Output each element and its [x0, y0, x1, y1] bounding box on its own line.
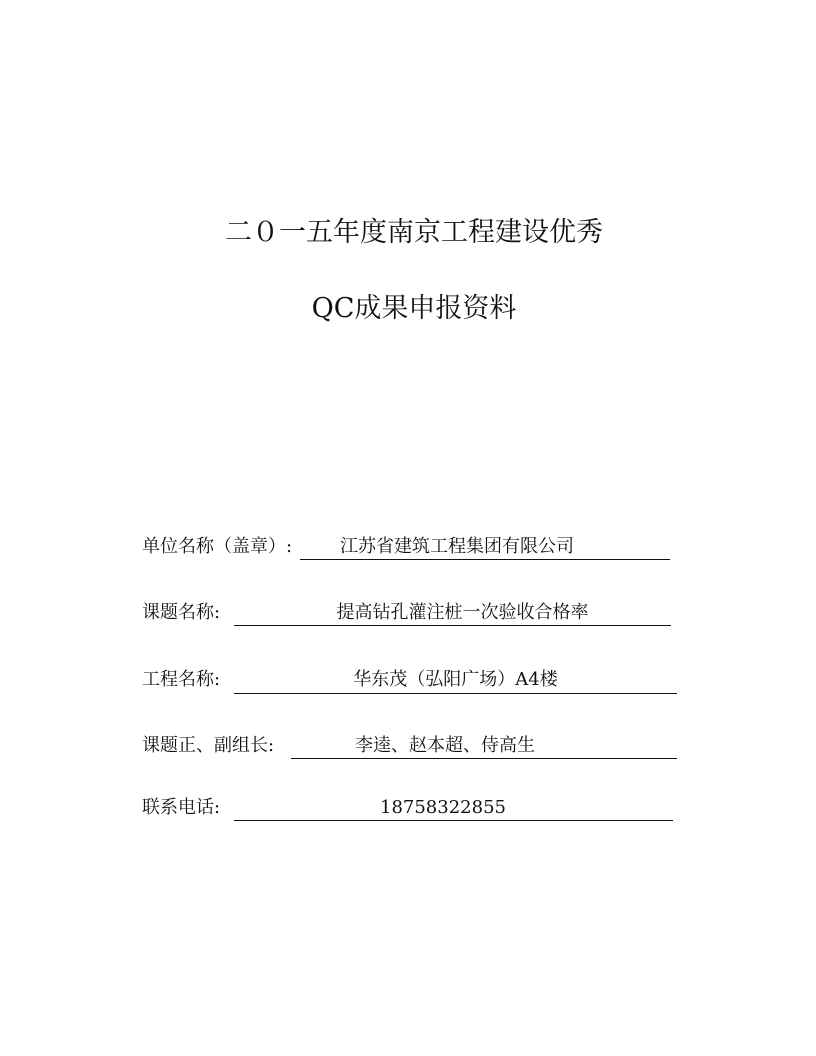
contact-phone-label: 联系电话: — [142, 797, 221, 818]
contact-phone-value: 18758322855 — [234, 793, 673, 821]
document-title-line-1: 二０一五年度南京工程建设优秀 — [225, 217, 603, 248]
team-leaders-value: 李逵、赵本超、侍高生 — [291, 731, 677, 759]
unit-name-value: 江苏省建筑工程集团有限公司 — [300, 532, 670, 560]
document-title-line-2: QC成果申报资料 — [311, 293, 517, 324]
unit-name-label: 单位名称（盖章）: — [142, 536, 293, 557]
project-name-value: 华东茂（弘阳广场）A4楼 — [234, 665, 677, 694]
topic-name-label: 课题名称: — [142, 602, 221, 623]
topic-name-value: 提高钻孔灌注桩一次验收合格率 — [234, 598, 671, 626]
team-leaders-label: 课题正、副组长: — [142, 735, 275, 756]
project-name-label: 工程名称: — [142, 669, 221, 690]
